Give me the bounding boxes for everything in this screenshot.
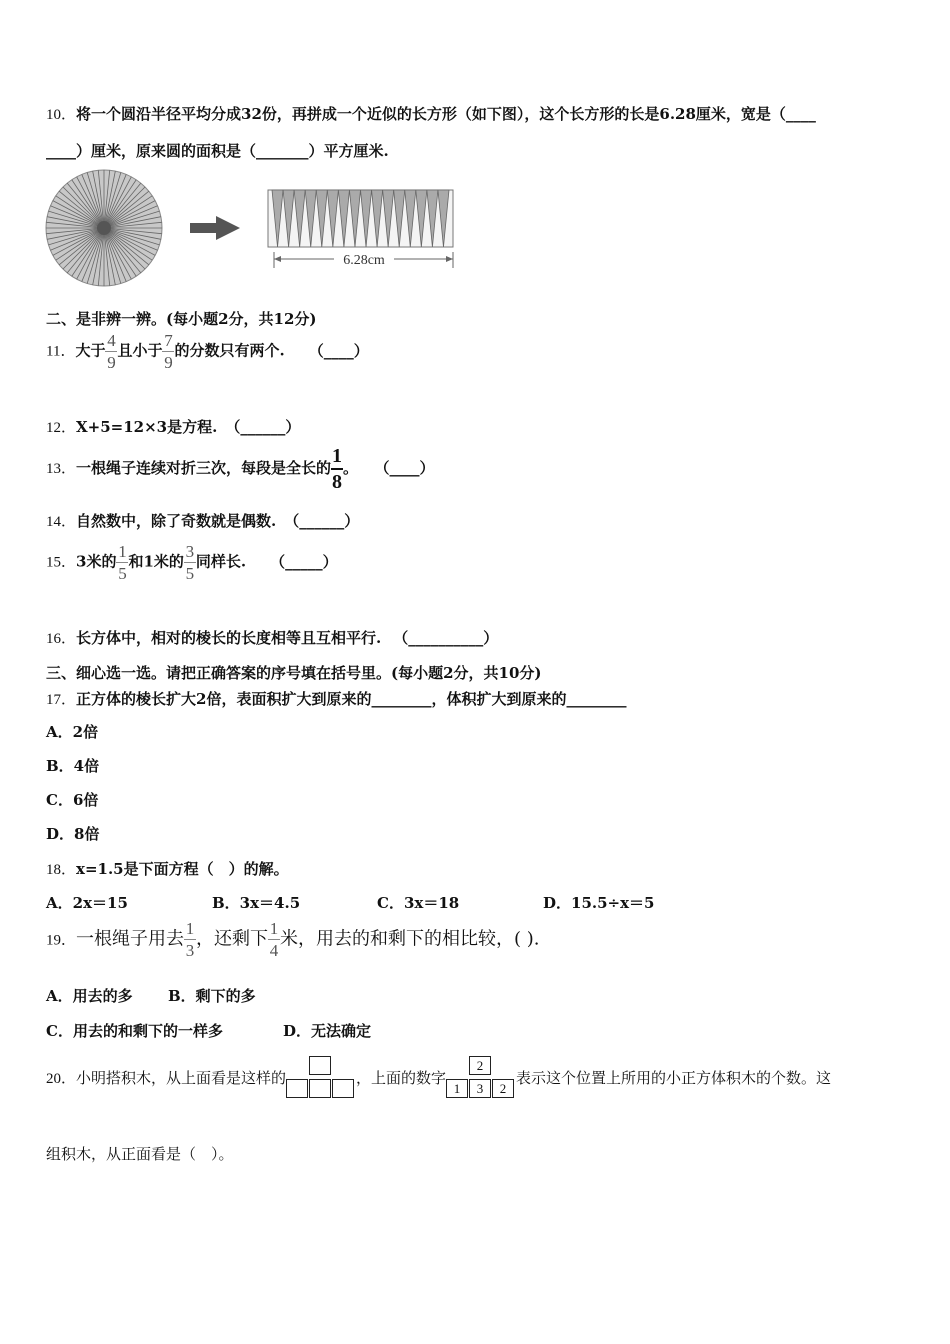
q16-number: 16．: [46, 631, 77, 647]
q13-number: 13．: [46, 461, 77, 477]
q11-text3: 的分数只有两个.: [174, 341, 285, 360]
q19-f1-num: 1: [185, 919, 195, 938]
q19-f1-den: 3: [185, 941, 195, 960]
q11-f2-num: 7: [164, 331, 173, 350]
q10-text: 将一个圆沿半径平均分成32份，再拼成一个近似的长方形（如下图），这个长方形的长是6.28厘米，宽是（____: [76, 105, 816, 123]
q18-number: 18．: [46, 862, 77, 878]
q11: [46, 332, 369, 371]
q15-f2-den: 5: [185, 564, 195, 583]
count-cell: 1: [446, 1079, 468, 1098]
q20-text1: 小明搭积木，从上面看是这样的: [76, 1069, 287, 1087]
q13-f-num: 1: [332, 445, 343, 467]
count-cell: 2: [469, 1056, 491, 1075]
q19-fraction1: [184, 920, 196, 959]
q17-option-c[interactable]: C．6倍: [46, 791, 99, 809]
q15-text3: 同样长.: [195, 552, 247, 571]
top-view-cell: [309, 1056, 331, 1075]
approx-rectangle: [268, 190, 453, 247]
q19-text2: ，还剩下: [196, 928, 269, 950]
q19-number: 19．: [46, 932, 77, 949]
q19-option-c[interactable]: C．用去的和剩下的一样多: [46, 1022, 223, 1040]
q19-option-a[interactable]: A．用去的多: [46, 987, 133, 1005]
q11-number: 11．: [46, 343, 76, 360]
q15-text1: 3米的: [76, 552, 117, 571]
q13: [46, 446, 435, 492]
q11-fraction1: [105, 332, 117, 371]
length-label: 6.28cm: [343, 253, 385, 268]
q18-text: x=1.5是下面方程（ ）的解。: [76, 860, 289, 878]
q15-f2-num: 3: [185, 542, 195, 561]
q14: [46, 510, 359, 531]
count-cell: 2: [492, 1079, 514, 1098]
q19-text3: 米，用去的和剩下的相比较，( ).: [280, 928, 540, 950]
q11-text1: 大于: [75, 341, 106, 360]
q11-answer-blank[interactable]: （____）: [308, 341, 369, 360]
q11-f1-den: 9: [107, 353, 116, 372]
q15-f1-den: 5: [118, 564, 127, 583]
q15-answer-blank[interactable]: （_____）: [270, 552, 338, 571]
q17-option-b[interactable]: B．4倍: [46, 757, 100, 775]
q15-f1-num: 1: [118, 542, 127, 561]
q16-text: 长方体中，相对的棱长的长度相等且互相平行.: [76, 629, 382, 647]
q10-line1: [46, 103, 816, 124]
arrow-icon: [190, 216, 240, 240]
q13-answer-blank[interactable]: （____）: [382, 459, 435, 477]
q20-number: 20．: [46, 1071, 77, 1087]
q14-number: 14．: [46, 514, 77, 530]
circle-rectangle-figure: [44, 168, 464, 290]
length-dimension: [274, 252, 453, 268]
q13-fraction: [331, 446, 343, 492]
top-view-cell: [309, 1079, 331, 1098]
top-view-cell: [332, 1079, 354, 1098]
q18-option-d[interactable]: D．15.5÷x＝5: [543, 894, 655, 912]
q17-option-d[interactable]: D．8倍: [46, 825, 100, 843]
q11-f1-num: 4: [107, 331, 116, 350]
q15-number: 15．: [46, 554, 77, 571]
q17-number: 17．: [46, 692, 77, 708]
q18-option-b[interactable]: B．3x＝4.5: [212, 894, 301, 912]
q12-answer-blank[interactable]: （______）: [225, 418, 301, 436]
q19-f2-den: 4: [269, 941, 279, 960]
q13-tail: 。: [343, 459, 359, 477]
count-cell: 3: [469, 1079, 491, 1098]
q11-fraction2: [162, 332, 174, 371]
q14-text: 自然数中，除了奇数就是偶数.: [76, 512, 277, 530]
q13-f-den: 8: [332, 471, 343, 493]
q20-text2: ，上面的数字: [356, 1069, 447, 1087]
q12-number: 12．: [46, 420, 77, 436]
q14-answer-blank[interactable]: （______）: [284, 512, 360, 530]
q18-option-a[interactable]: A．2x＝15: [46, 894, 128, 912]
q15-text2: 和1米的: [128, 552, 184, 571]
q13-text: 一根绳子连续对折三次，每段是全长的: [76, 459, 332, 477]
sector-circle: [46, 170, 162, 286]
q19-option-b[interactable]: B．剩下的多: [168, 987, 256, 1005]
q17-option-a[interactable]: A．2倍: [46, 723, 99, 741]
q19: [46, 920, 540, 959]
q17-text: 正方体的棱长扩大2倍，表面积扩大到原来的________，体积扩大到原来的________: [76, 690, 627, 708]
q20-line2: 组积木，从正面看是（ ）。: [46, 1145, 234, 1163]
q15-fraction2: [184, 543, 196, 582]
q20-text3: 表示这个位置上所用的小正方体积木的个数。这: [516, 1069, 832, 1087]
q11-f2-den: 9: [164, 353, 173, 372]
q18: [46, 858, 289, 879]
q20-line1: [46, 1056, 831, 1102]
q19-f2-num: 1: [269, 919, 279, 938]
q15-fraction1: [116, 543, 128, 582]
top-view-cell: [286, 1079, 308, 1098]
q19-option-d[interactable]: D．无法确定: [283, 1022, 372, 1040]
q12-text: X+5=12×3是方程.: [76, 418, 218, 436]
q16: [46, 627, 498, 648]
q19-fraction2: [268, 920, 280, 959]
q15: [46, 543, 338, 582]
top-view-grid: [286, 1056, 356, 1102]
section3-title: 三、细心选一选。请把正确答案的序号填在括号里。(每小题2分，共10分): [46, 664, 542, 682]
q19-text1: 一根绳子用去: [76, 928, 185, 950]
section2-title: 二、是非辨一辨。(每小题2分，共12分): [46, 310, 317, 328]
q17: [46, 688, 626, 709]
q11-text2: 且小于: [117, 341, 163, 360]
q12: [46, 416, 300, 437]
q16-answer-blank[interactable]: （__________）: [393, 629, 499, 647]
q18-option-c[interactable]: C．3x＝18: [377, 894, 460, 912]
q10-line2: ____）厘米，原来圆的面积是（_______）平方厘米.: [46, 142, 389, 160]
q10-number: 10．: [46, 107, 77, 123]
count-grid: [446, 1056, 516, 1102]
